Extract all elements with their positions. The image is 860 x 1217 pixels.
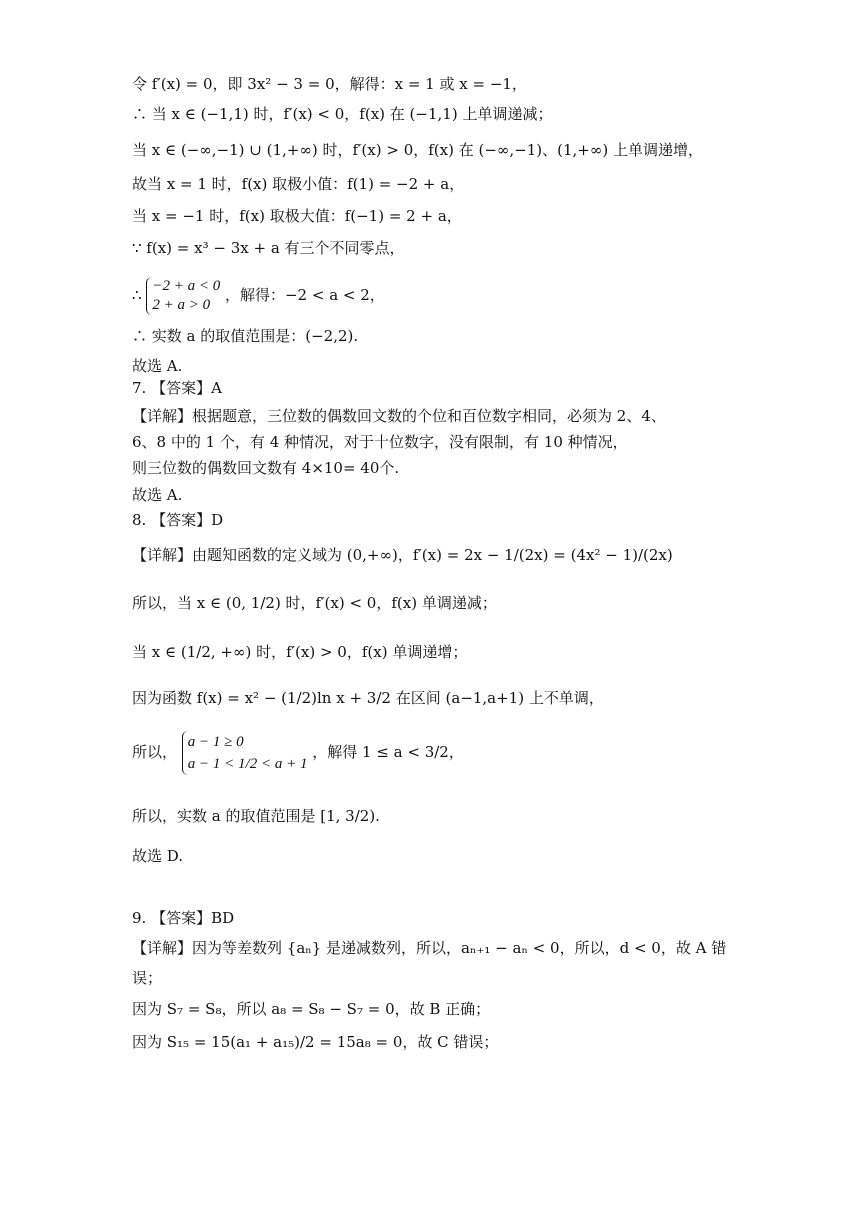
inequality-system bbox=[182, 731, 308, 775]
text-line: 所以，当 x ∈ (0, 1/2) 时，f′(x) < 0，f(x) 单调递减； bbox=[132, 594, 497, 612]
text-line: ∵ f(x) = x³ − 3x + a 有三个不同零点， bbox=[132, 239, 405, 257]
answer-heading: 7. 【答案】A bbox=[132, 379, 222, 397]
solution-text: ，解得：−2 < a < 2， bbox=[224, 286, 385, 304]
text-line: 6、8 中的 1 个，有 4 种情况，对于十位数字，没有限制，有 10 种情况， bbox=[132, 433, 628, 451]
solution-text: ，解得 1 ≤ a < 3/2， bbox=[312, 743, 464, 761]
text-line: ∴ 当 x ∈ (−1,1) 时，f′(x) < 0，f(x) 在 (−1,1) 上单调递减； bbox=[132, 105, 553, 123]
text-line: 令 f′(x) = 0，即 3x² − 3 = 0，解得：x = 1 或 x = −1， bbox=[132, 75, 527, 93]
text-line: 故选 D. bbox=[132, 847, 184, 865]
text-line: 所以，实数 a 的取值范围是 [1, 3/2). bbox=[132, 807, 380, 825]
answer-heading: 9. 【答案】BD bbox=[132, 909, 235, 927]
text-line: 故选 A. bbox=[132, 357, 183, 375]
equation-system-line bbox=[132, 728, 464, 776]
text-line: 因为 S₁₅ = 15(a₁ + a₁₅)/2 = 15a₈ = 0，故 C 错误； bbox=[132, 1033, 499, 1051]
text-line: 故选 A. bbox=[132, 486, 183, 504]
text-line: 误； bbox=[132, 969, 163, 987]
inequality-row: 2 + a > 0 bbox=[152, 297, 211, 313]
inequality-system bbox=[146, 277, 220, 315]
text-line: ∴ 实数 a 的取值范围是：(−2,2). bbox=[132, 327, 359, 345]
text-line: 【详解】因为等差数列 {aₙ} 是递减数列，所以，aₙ₊₁ − aₙ < 0，所以，d < 0，故 A 错 bbox=[132, 939, 727, 957]
inequality-row: a − 1 ≥ 0 bbox=[187, 734, 244, 750]
text-line: 【详解】由题知函数的定义域为 (0,+∞)，f′(x) = 2x − 1/(2x) = (4x² − 1)/(2x) bbox=[132, 546, 673, 564]
answer-heading: 8. 【答案】D bbox=[132, 511, 224, 529]
text-line: 则三位数的偶数回文数有 4×10= 40个. bbox=[132, 459, 400, 477]
text-line: 【详解】根据题意，三位数的偶数回文数的个位和百位数字相同，必须为 2、4、 bbox=[132, 407, 666, 425]
therefore-symbol: ∴ bbox=[132, 286, 142, 304]
text-line: 故当 x = 1 时，f(x) 取极小值：f(1) = −2 + a， bbox=[132, 175, 465, 193]
inequality-row: a − 1 < 1/2 < a + 1 bbox=[187, 756, 308, 772]
text-line: 因为 S₇ = S₈，所以 a₈ = S₈ − S₇ = 0，故 B 正确； bbox=[132, 1000, 491, 1018]
so-prefix: 所以， bbox=[132, 743, 178, 761]
text-line: 因为函数 f(x) = x² − (1/2)ln x + 3/2 在区间 (a−1,a+1) 上不单调， bbox=[132, 689, 604, 707]
text-line: 当 x = −1 时，f(x) 取极大值：f(−1) = 2 + a， bbox=[132, 207, 462, 225]
text-line: 当 x ∈ (1/2, +∞) 时，f′(x) > 0，f(x) 单调递增； bbox=[132, 643, 468, 661]
equation-system-line bbox=[132, 275, 385, 315]
text-line: 当 x ∈ (−∞,−1) ∪ (1,+∞) 时，f′(x) > 0，f(x) 在 (−∞,−1)、(1,+∞) 上单调递增， bbox=[132, 141, 703, 159]
inequality-row: −2 + a < 0 bbox=[152, 278, 221, 294]
